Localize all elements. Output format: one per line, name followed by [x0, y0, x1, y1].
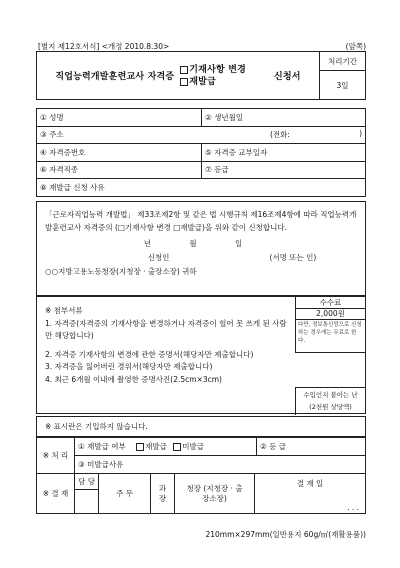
title-suffix: 신청서: [273, 72, 301, 82]
title-option-change: 기재사항 변경: [180, 64, 246, 76]
form-title: [37, 52, 320, 100]
title-block: [36, 51, 366, 100]
documents-heading: ※ 첨부서류: [45, 306, 83, 315]
form-reference: [별지 제12호서식] <개정 2010.8.30>: [38, 42, 170, 51]
birth-field[interactable]: ② 생년월일: [202, 109, 366, 127]
cert-number-field[interactable]: ④ 자격증번호: [37, 144, 202, 162]
application-statement-block: [36, 201, 366, 296]
approval-label: ※ 결 재: [37, 474, 75, 514]
title-option-reissue: 재발급: [180, 76, 246, 88]
document-item: 2. 자격증 기재사항의 변경에 관한 증명서(해당자만 제출합니다): [45, 349, 254, 359]
stamp-note: (2천원 상당액): [309, 403, 352, 411]
fee-box: [295, 297, 365, 353]
recipient: ○○지방고용노동청장(지청장 · 출장소장) 귀하: [45, 267, 197, 276]
fee-amount: 2,000원: [296, 309, 365, 320]
fee-note: 다만, 정보통신망으로 신청하는 경우에는 무료로 한다.: [298, 322, 362, 344]
approval-date[interactable]: 결 재 일 . . .: [255, 474, 366, 514]
paper-spec: 210mm×297mm(일반용지 60g/㎡(재활용품)): [205, 530, 366, 539]
page-side-label: (앞쪽): [345, 42, 366, 51]
checkbox-icon: [180, 66, 188, 74]
approval-col-manager[interactable]: 과 장: [151, 474, 175, 514]
applicant-label: 신청인: [147, 253, 170, 262]
name-field[interactable]: ① 성명: [37, 109, 202, 127]
reissue-status-field[interactable]: ① 재발급 여부 재발급 미발급: [75, 438, 257, 456]
attached-documents-block: [36, 296, 366, 414]
reason-field[interactable]: ⑧ 재발급 신청 사유: [37, 179, 366, 197]
approval-col-chief: 주 무: [99, 474, 151, 514]
document-item: 4. 최근 6개월 이내에 촬영한 증명사진(2.5cm×3cm): [45, 374, 222, 384]
fee-label: 수수료: [296, 297, 365, 309]
processing-grade-field[interactable]: ② 등 급: [257, 438, 366, 456]
grade-field[interactable]: ⑦ 등급: [202, 161, 366, 179]
title-main: 직업능력개발훈련교사 자격증: [55, 72, 175, 82]
approval-col-staff: 담 당: [75, 474, 99, 490]
processing-period-label: 처리기간: [320, 52, 366, 71]
cert-type-field[interactable]: ⑥ 자격직종: [37, 161, 202, 179]
approval-table: [36, 473, 366, 514]
address-field[interactable]: ③ 주소 (전화: ): [37, 126, 366, 144]
document-item: 1. 자격증(자격증의 기재사항을 변경하거나 자격증이 헐어 못 쓰게 된 사람만 해당합니다): [45, 318, 287, 340]
stamp-label: 수입인지 붙이는 난: [303, 391, 358, 399]
processing-table: [36, 437, 366, 474]
revenue-stamp-box[interactable]: [295, 387, 365, 415]
checkbox-icon[interactable]: [136, 443, 144, 451]
issue-date-field[interactable]: ⑤ 자격증 교부일자: [202, 144, 366, 162]
signature-label[interactable]: (서명 또는 인): [269, 253, 317, 262]
checkbox-icon: [180, 78, 188, 86]
processing-period-value: 3일: [320, 71, 366, 100]
applicant-line: [45, 251, 359, 264]
non-issue-reason-field[interactable]: ③ 미발급사유: [75, 456, 366, 474]
checkbox-icon[interactable]: [173, 443, 181, 451]
approval-col-commissioner[interactable]: 청장 (지청장 · 출장소장): [175, 474, 255, 514]
processing-label: ※ 처 리: [37, 438, 75, 474]
document-item: 3. 자격증을 잃어버린 경위서(해당자만 제출합니다): [45, 362, 213, 371]
application-statement: 「근로자직업능력 개발법」 제33조제2항 및 같은 법 시행규칙 제16조제4항에 따라 직업능력개발훈련교사 자격증의 (□기재사항 변경 □재발급)을 위와 같이 신청합니다.: [45, 210, 357, 232]
office-use-notice: ※ 표시란은 기입하지 않습니다.: [36, 416, 366, 437]
date-line[interactable]: 년 월 일: [143, 239, 261, 248]
staff-sign-box[interactable]: [75, 490, 99, 514]
applicant-info-table: [36, 108, 366, 197]
